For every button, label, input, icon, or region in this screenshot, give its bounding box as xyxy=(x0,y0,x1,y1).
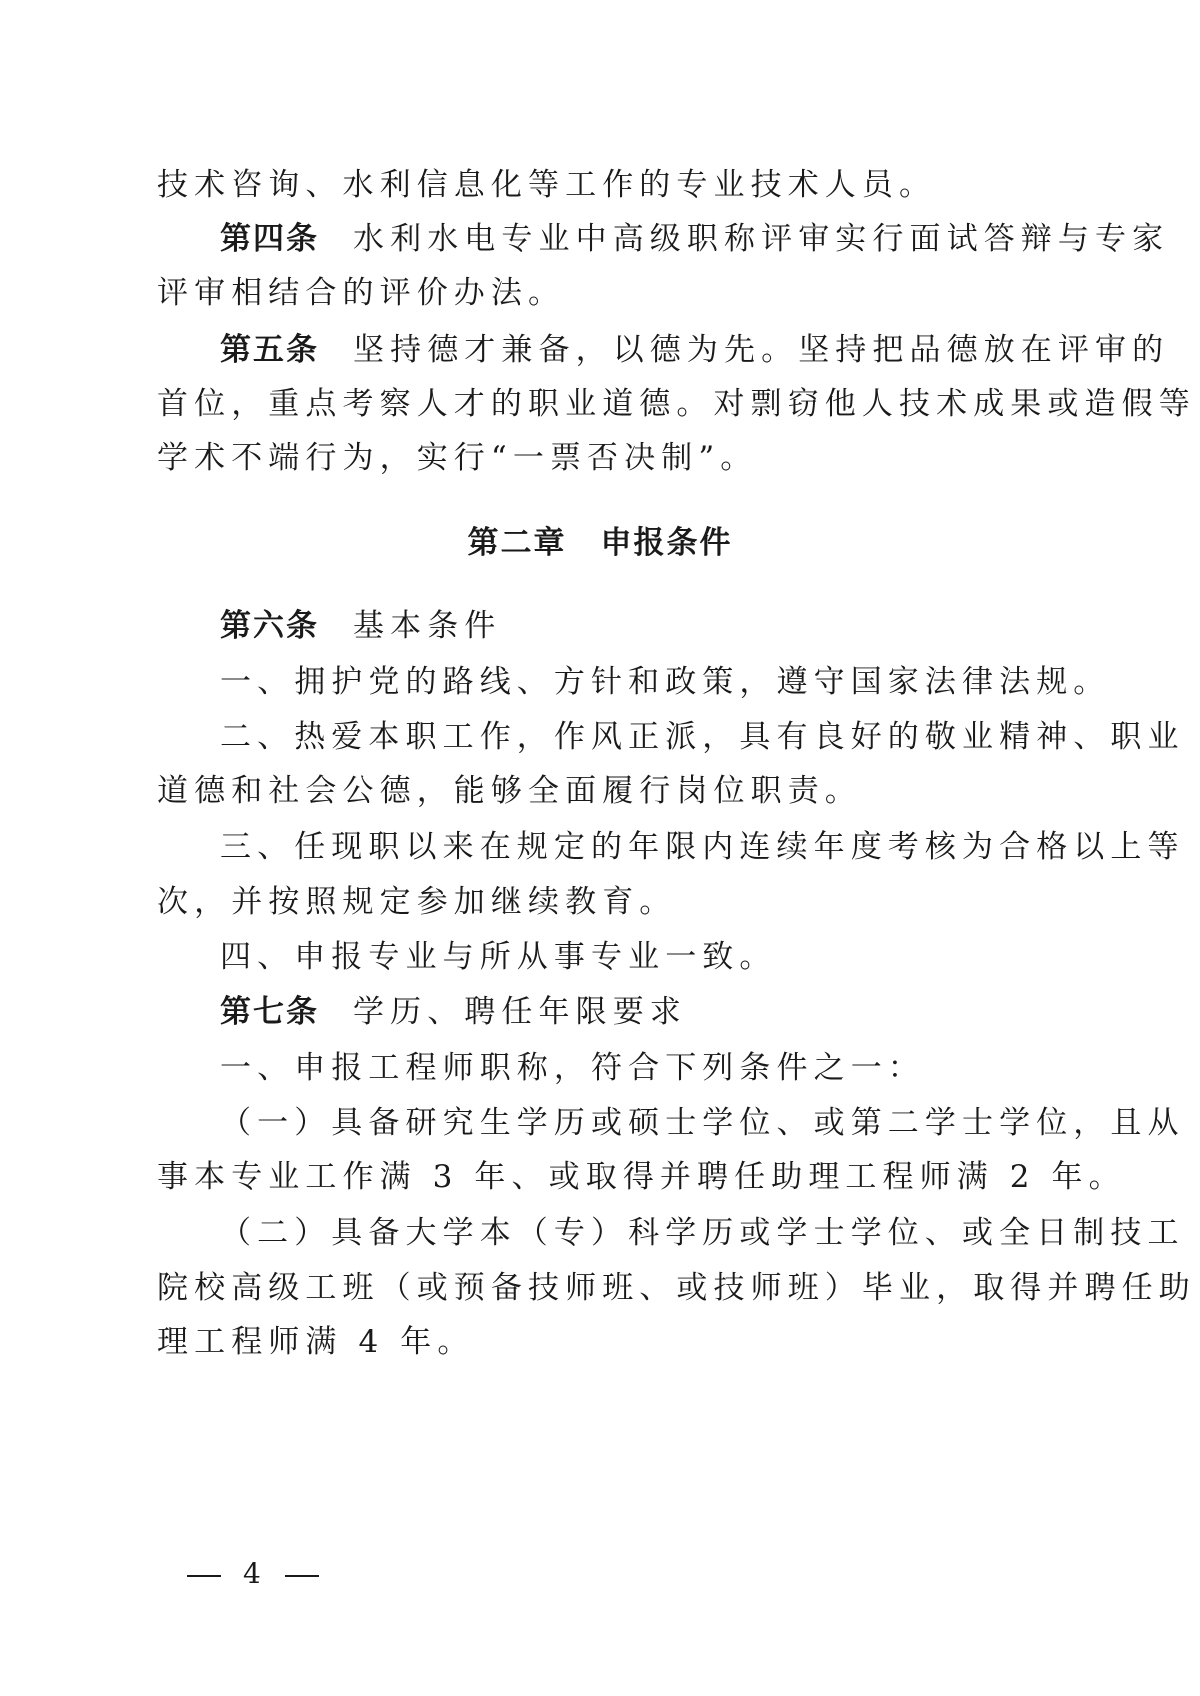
page-number xyxy=(187,1556,319,1592)
article-number: 第五条 xyxy=(220,332,319,368)
paragraph-line: 道德和社会公德，能够全面履行岗位职责。 xyxy=(157,773,862,809)
paragraph-line: 学术不端行为，实行“一票否决制”。 xyxy=(157,440,758,476)
article-text: 基本条件 xyxy=(353,608,502,644)
paragraph-line: 四、申报专业与所从事专业一致。 xyxy=(220,939,777,975)
article-4 xyxy=(220,219,1170,259)
paragraph-line: 评审相结合的评价办法。 xyxy=(157,275,566,311)
chapter-number: 第二章 xyxy=(467,525,567,561)
paragraph-line: （一）具备研究生学历或硕士学位、或第二学士学位，且从 xyxy=(220,1105,1185,1141)
paragraph-line: 技术咨询、水利信息化等工作的专业技术人员。 xyxy=(157,167,937,203)
page-number-value: 4 xyxy=(243,1557,263,1590)
paragraph-line: 次，并按照规定参加继续教育。 xyxy=(157,884,677,920)
chapter-title: 申报条件 xyxy=(600,525,733,561)
paragraph-line: 院校高级工班（或预备技师班、或技师班）毕业，取得并聘任助 xyxy=(157,1270,1196,1306)
dash-right xyxy=(285,1575,319,1577)
paragraph-line: 三、任现职以来在规定的年限内连续年度考核为合格以上等 xyxy=(220,829,1185,865)
article-number: 第四条 xyxy=(220,221,319,257)
article-5 xyxy=(220,330,1170,370)
paragraph-line: （二）具备大学本（专）科学历或学士学位、或全日制技工 xyxy=(220,1215,1185,1251)
paragraph-line: 一、拥护党的路线、方针和政策，遵守国家法律法规。 xyxy=(220,664,1111,700)
article-number: 第六条 xyxy=(220,608,319,644)
article-number: 第七条 xyxy=(220,994,319,1030)
article-text: 坚持德才兼备，以德为先。坚持把品德放在评审的 xyxy=(353,332,1170,368)
paragraph-line: 一、申报工程师职称，符合下列条件之一： xyxy=(220,1050,925,1086)
paragraph-line: 二、热爱本职工作，作风正派，具有良好的敬业精神、职业 xyxy=(220,719,1185,755)
article-text: 学历、聘任年限要求 xyxy=(353,994,687,1030)
paragraph-line: 事本专业工作满 3 年、或取得并聘任助理工程师满 2 年。 xyxy=(157,1159,1126,1195)
chapter-heading xyxy=(0,523,1200,563)
article-6 xyxy=(220,606,1110,646)
paragraph-line: 理工程师满 4 年。 xyxy=(157,1324,475,1360)
article-7 xyxy=(220,992,1110,1032)
paragraph-line: 首位，重点考察人才的职业道德。对剽窃他人技术成果或造假等 xyxy=(157,386,1196,422)
dash-left xyxy=(187,1575,221,1577)
article-text: 水利水电专业中高级职称评审实行面试答辩与专家 xyxy=(353,221,1170,257)
